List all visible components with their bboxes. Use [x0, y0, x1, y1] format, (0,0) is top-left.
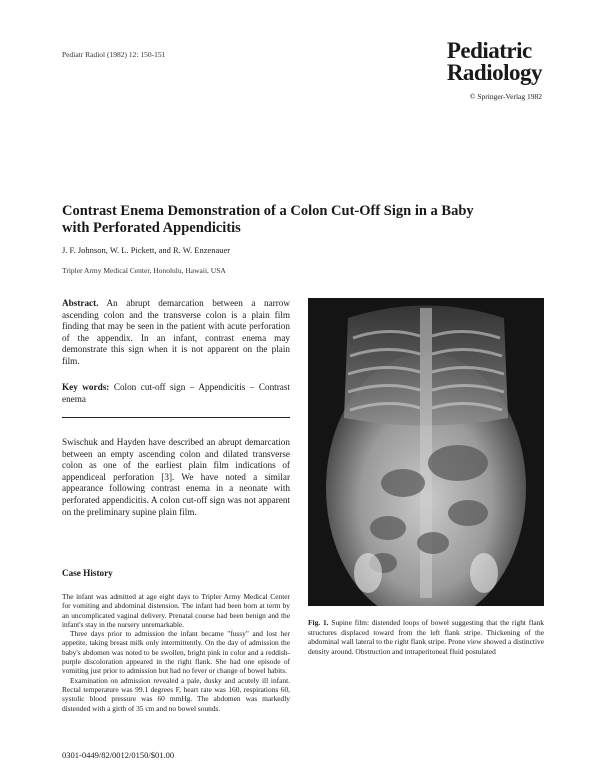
keywords-text: Colon cut-off sign – Appendicitis – Contrast enema	[62, 382, 290, 404]
journal-logo	[447, 40, 542, 84]
journal-name-line2: Radiology	[446, 60, 542, 85]
keywords-label: Key words:	[62, 382, 110, 392]
article-title: Contrast Enema Demonstration of a Colon Cut-Off Sign in a Baby with Perforated Appendicitis	[62, 203, 474, 236]
case-history-heading: Case History	[62, 568, 113, 578]
figure-xray-image	[308, 298, 544, 606]
figure-label: Fig. 1.	[308, 618, 329, 627]
keywords	[62, 382, 290, 405]
xray-illustration	[308, 298, 544, 606]
journal-citation: Pediatr Radiol (1982) 12: 150-151	[62, 50, 166, 59]
abstract	[62, 298, 290, 368]
abstract-text: An abrupt demarcation between a narrow ascending colon and the transverse colon is a plain film finding that may be seen in the patient with acute perforation of the appendix. In an infant, contrast enema may demonstrate this sign when it is not apparent on the plain film.	[62, 298, 290, 366]
section-divider	[62, 417, 290, 418]
figure-caption-text: Supine film: distended loops of bowel suggesting that the right flank structures displaced toward from the left flank stripe. Thickening of the abdominal wall lateral to the right flank stripe. Prone view showed a distinctive density around. Obstruction and intraperitoneal fluid postulated	[308, 618, 544, 656]
abstract-label: Abstract.	[62, 298, 99, 308]
journal-name-line1: Pediatric	[446, 38, 532, 63]
case-history-body	[62, 592, 290, 713]
case-paragraph: The infant was admitted at age eight days to Tripler Army Medical Center for vomiting and abdominal distension. The infant had been born at term by an uncomplicated vaginal delivery. Prenatal course had been benign and the infant's stay in the nursery unremarkable.	[62, 592, 290, 629]
author-affiliation: Tripler Army Medical Center, Honolulu, Hawaii, USA	[62, 266, 226, 275]
case-paragraph: Three days prior to admission the infant became "fussy" and lost her appetite, taking breast milk only intermittently. On the day of admission the baby's abdomen was noted to be swollen, bright pink in color and a reddish-purple discoloration appeared in the right flank. She had one episode of vomiting just prior to admission but had no fever or change of bowel habits.	[62, 629, 290, 676]
publisher-copyright: © Springer-Verlag 1982	[469, 92, 542, 101]
introduction-paragraph: Swischuk and Hayden have described an abrupt demarcation between an empty ascending colon and dilated transverse colon as one of the earliest plain film indications of appendiceal perforation [3]. We have noted a similar appearance following contrast enema in a neonate with perforated appendicitis. A colon cut-off sign was not apparent on the preliminary supine plain film.	[62, 437, 290, 517]
issn-footer: 0301-0449/82/0012/0150/$01.00	[62, 750, 175, 760]
figure-caption	[308, 618, 544, 656]
case-paragraph: Examination on admission revealed a pale, dusky and acutely ill infant. Rectal temperature was 99.1 degrees F, heart rate was 160, respirations 60, systolic blood pressure was 60 mmHg. The abdomen was markedly distended with a girth of 35 cm and no bowel sounds.	[62, 675, 290, 713]
article-authors: J. F. Johnson, W. L. Pickett, and R. W. Enzenauer	[62, 245, 231, 255]
